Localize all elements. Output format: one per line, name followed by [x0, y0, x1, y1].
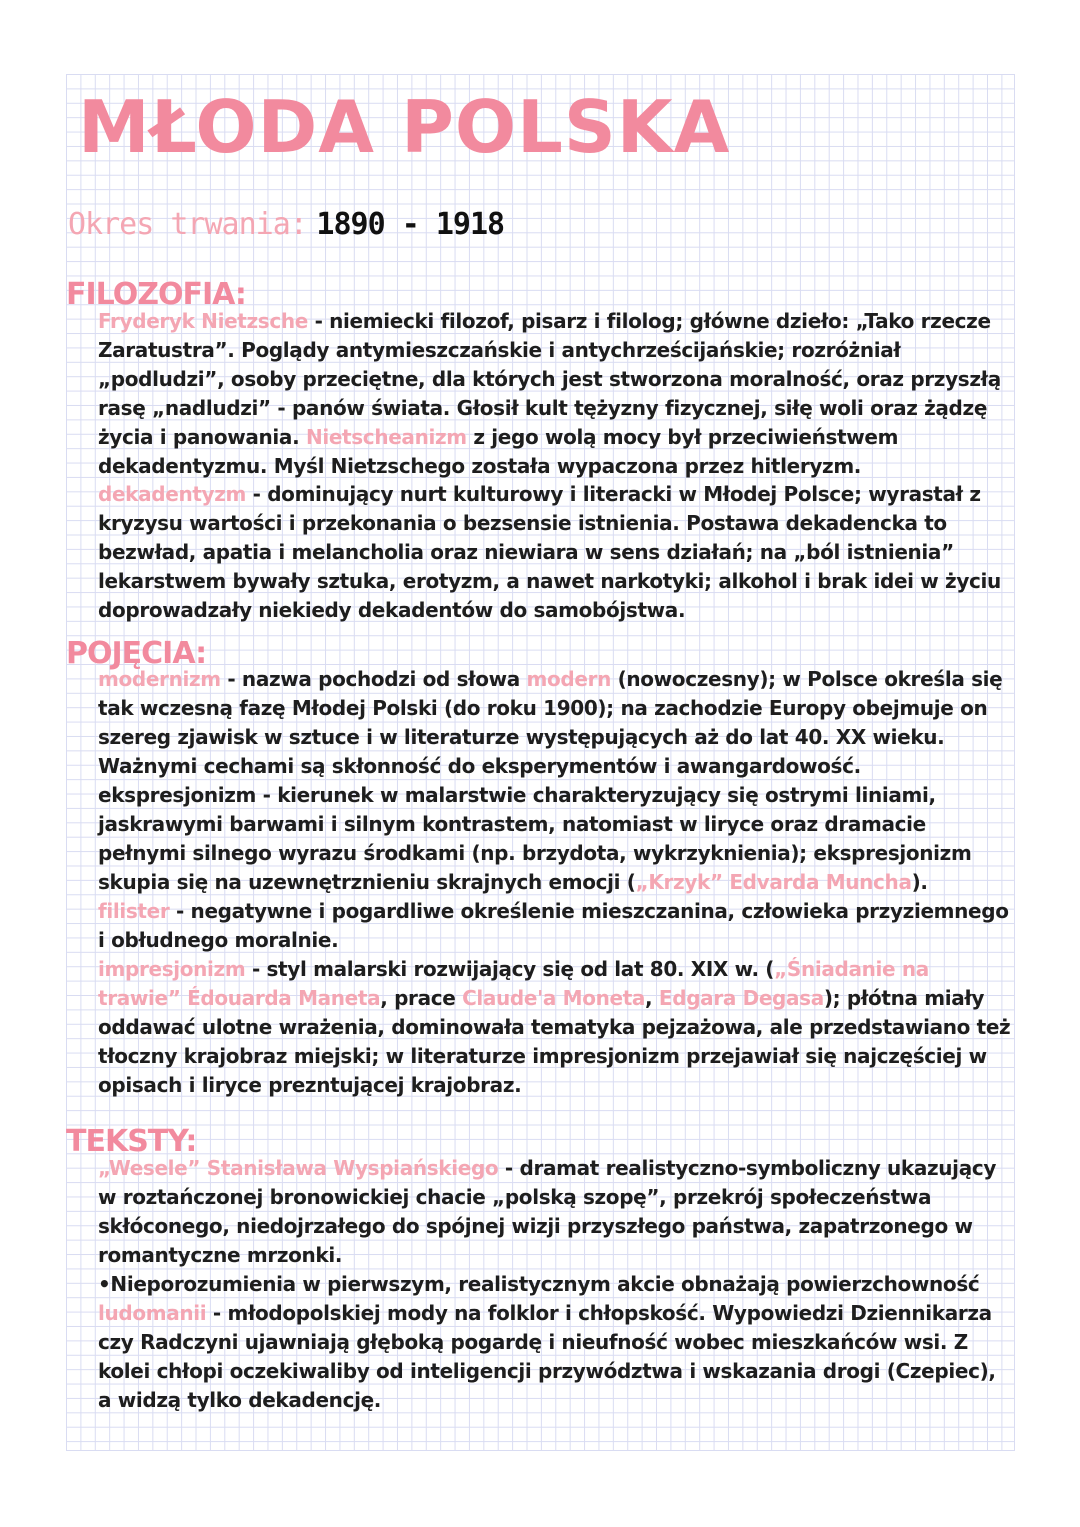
term-monet: Claude'a Moneta [462, 985, 646, 1010]
paragraph-text: - negatywne i pogardliwe określenie mieszczanina, człowieka przyziemnego i obłudnego moralnie. [98, 899, 1009, 952]
paragraph-text: •Nieporozumienia w pierwszym, realistycznym akcie obnażają powierzchowność [98, 1272, 980, 1296]
term-ludomania: ludomanii [98, 1300, 207, 1325]
paragraph-dekadentyzm [98, 480, 1012, 625]
paragraph-ekspresjonizm [98, 781, 1012, 897]
term-sniadanie-na-trawie: „Śniadanie na trawie” Édouarda Maneta [98, 957, 929, 1010]
paragraph-nietzsche [98, 307, 1012, 480]
term-krzyk: „Krzyk” Edvarda Muncha [635, 869, 912, 894]
term-modernizm: modernizm [98, 667, 221, 691]
paragraph-text: ); płótna miały oddawać ulotne wrażenia, dominowała tematyka pejzażowa, ale przedstawiano też tłoczny krajobraz miejski; w literaturze impresjonizm przejawiał się najczęściej w opisach i liryce prezntującej krajobraz. [98, 985, 1011, 1097]
page-title: MŁODA POLSKA [78, 85, 731, 169]
paragraph-text: - nazwa pochodzi od słowa [220, 667, 527, 691]
paragraph-text: - młodopolskiej mody na folklor i chłopskość. Wypowiedzi Dziennikarza czy Radczyni ujawniają głęboką pogardę i nieufność wobec mieszkańców wsi. Z kolei chłopi oczekiwaliby od inteligencji przywództwa i wskazania drogi (Czepiec), a widzą tylko dekadencję. [98, 1300, 996, 1412]
paragraph-nieporozumienia [98, 1270, 1012, 1415]
term-wesele: „Wesele” Stanisława Wyspiańskiego [98, 1156, 499, 1180]
paragraph-text: , [645, 985, 659, 1010]
paragraph-text: - niemiecki filozof, pisarz i filolog; główne dzieło: „Tako rzecze Zaratustra”. Poglądy antymieszczańskie i antychrześcijańskie; rozróżniał „podludzi”, osoby przeciętne, dla których jest stworzona moralność, oraz przyszłą rasę „nadludzi” - panów świata. Głosił kult tężyzny fizycznej, siłę woli oraz żądzę życia i panowania. [98, 309, 1001, 449]
period-line [68, 205, 504, 245]
section-heading-filozofia: FILOZOFIA: [66, 277, 246, 312]
section-heading-pojecia: POJĘCIA: [66, 636, 207, 671]
term-nietzsche: Fryderyk Nietzsche [98, 309, 308, 333]
paragraph-text: ekspresjonizm - kierunek w malarstwie charakteryzujący się ostrymi liniami, jaskrawymi barwami i silnym kontrastem, natomiast w liryce oraz dramacie pełnymi silnego wyrazu środkami (np. brzydota, wykrzyknienia); ekspresjonizm skupia się na uzewnętrznieniu skrajnych emocji ( [98, 783, 972, 894]
term-nietscheanizm: Nietscheanizm [305, 424, 467, 449]
paragraph-text: , prace [380, 985, 463, 1010]
term-impresjonizm: impresjonizm [98, 957, 246, 981]
period-label: Okres trwania: [68, 207, 307, 242]
term-modern: modern [526, 667, 611, 691]
paragraph-text: - styl malarski rozwijający się od lat 80. XIX w. ( [245, 957, 775, 981]
paragraph-text: ). [911, 869, 928, 894]
term-filister: filister [98, 899, 170, 923]
paragraph-impresjonizm [98, 955, 1012, 1100]
paragraph-text: (nowoczesny); w Polsce określa się tak wczesną fazę Młodej Polski (do roku 1900); na zachodzie Europy obejmuje on szereg zjawisk w sztuce i w literaturze występujących aż do lat 40. XX wieku. Ważnymi cechami są skłonność do eksperymentów i awangardowość. [98, 667, 1003, 778]
section-heading-teksty: TEKSTY: [66, 1124, 197, 1159]
term-degas: Edgara Degasa [658, 985, 824, 1010]
paragraph-text: z jego wolą mocy był przeciwieństwem dekadentyzmu. Myśl Nietzschego została wypaczona przez hitleryzm. [98, 424, 899, 478]
paragraph-text: - dominujący nurt kulturowy i literacki w Młodej Polsce; wyrastał z kryzysu wartości i przekonania o bezsensie istnienia. Postawa dekadencka to bezwład, apatia i melancholia oraz niewiara w sens działań; na „ból istnienia” lekarstwem bywały sztuka, erotyzm, a nawet narkotyki; alkohol i brak idei w życiu doprowadzały niekiedy dekadentów do samobójstwa. [98, 482, 1001, 622]
term-dekadentyzm: dekadentyzm [98, 482, 247, 506]
period-value: 1890 - 1918 [316, 207, 505, 242]
paragraph-modernizm [98, 665, 1012, 781]
paragraph-filister [98, 897, 1012, 955]
paragraph-wesele [98, 1154, 1012, 1270]
paragraph-text: - dramat realistyczno-symboliczny ukazujący w roztańczonej bronowickiej chacie „polską szopę”, przekrój społeczeństwa skłóconego, niedojrzałego do spójnej wizji przyszłego państwa, zapatrzonego w romantyczne mrzonki. [98, 1156, 997, 1267]
